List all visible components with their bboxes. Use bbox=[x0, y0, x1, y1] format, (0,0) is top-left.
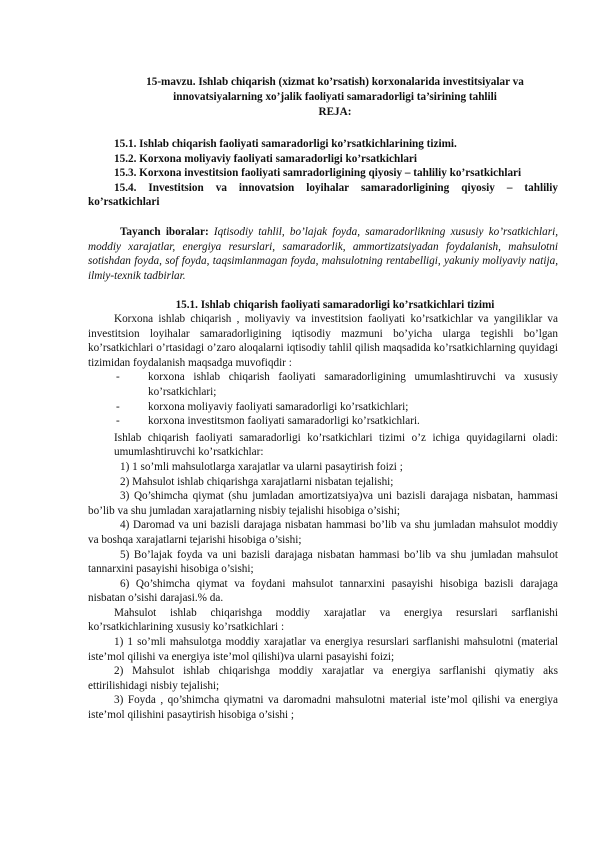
plan-heading: REJA: bbox=[318, 106, 352, 118]
plan-item: 15.2. Korxona moliyaviy faoliyati samaradorligi ko’rsatkichlari bbox=[114, 152, 417, 165]
dash-item bbox=[88, 414, 558, 429]
dash-item-text: korxona ishlab chiqarish faoliyati samaradorligining umumlashtiruvchi va xususiy ko’rsatkichlari; bbox=[148, 371, 558, 398]
dash-marker: - bbox=[116, 415, 120, 428]
plan-item: 15.4. Investitsion va innovatsion loyihalar samaradorligining qiyosiy – tahliliy ko’rsatkichlari bbox=[88, 181, 558, 209]
section-title: 15.1. Ishlab chiqarish faoliyati samaradorligi ko’rsatkichlari tizimi bbox=[175, 299, 495, 311]
section-body bbox=[88, 312, 558, 723]
general-item: 1) 1 so’mli mahsulotlarga xarajatlar va ularni pasaytirish foizi ; bbox=[120, 460, 403, 473]
intro-paragraph: Korxona ishlab chiqarish , moliyaviy va investitsion faoliyati ko’rsatkichlar va yangiliklar va investitsion loyihalar samaradorligining iqtisodiy mazmuni bo’yicha ularga tegishli bo’lgan ko’rsatkichlari o’rtasidagi o’zaro aloqalarni iqtisodiy tahlil qilish maqsadida ko’rsatkichlarning quyidagi tizimidan foydalanish maqsadga muvofiqdir : bbox=[88, 313, 558, 369]
dash-item-text: korxona investitsmon faoliyati samaradorligi ko’rsatkichlari. bbox=[148, 415, 420, 428]
keywords-text: Iqtisodiy tahlil, bo’lajak foyda, samaradorlikning xususiy ko’rsatkichlari, moddiy xarajatlar, energiya resurslari, samaradorlik, ammortizatsiyadan foydalanish, mahsulotni sotishdan foyda, sof foyda, taqsimlanmagan foyda, mahsulotning rentabelligi, yakuniy moliyaviy natija, ilmiy-texnik tadbirlar. bbox=[88, 226, 558, 282]
general-item: 6) Qo’shimcha qiymat va foydani mahsulot tannarxini pasayishi hisobiga bazisli darajaga nisbatan o’sishi darajasi.% da. bbox=[88, 577, 558, 605]
dash-item-text: korxona moliyaviy faoliyati samaradorligi ko’rsatkichlari; bbox=[148, 400, 409, 413]
material-item: 1) 1 so’mli mahsulotga moddiy xarajatlar va energiya resurslari sarflanishi mahsulotni (material iste’mol qilishi va energiya iste’mol qilishi)va ularni pasayishi foizi; bbox=[88, 636, 558, 663]
dash-item bbox=[88, 400, 558, 415]
topic-title bbox=[100, 75, 570, 104]
system-intro: Ishlab chiqarish faoliyati samaradorligi ko’rsatkichlari tizimi o’z ichiga quyidagilarni oladi: umumlashtiruvchi ko’rsatkichlar: bbox=[114, 431, 558, 459]
dash-item bbox=[88, 370, 558, 399]
topic-title-line2: innovatsiyalarning xo’jalik faoliyati samaradorligi ta’sirining tahlili bbox=[173, 90, 497, 103]
material-item: 2) Mahsulot ishlab chiqarishga moddiy xarajatlar va energiya sarflanishi qiymatiy aks ettirilishidagi nisbiy tejalishi; bbox=[88, 665, 558, 692]
general-item: 2) Mahsulot ishlab chiqarishga xarajatlarni nisbatan tejalishi; bbox=[120, 475, 394, 488]
topic-title-line1: 15-mavzu. Ishlab chiqarish (xizmat ko’rsatish) korxonalarida investitsiyalar va bbox=[146, 76, 524, 88]
general-item: 5) Bo’lajak foyda va uni bazisli darajaga nisbatan hammasi bo’lib va shu jumladan mahsulot tannarxini pasayishi hisobiga o’sishi; bbox=[88, 548, 558, 576]
keywords-paragraph bbox=[88, 225, 558, 283]
general-item: 3) Qo’shimcha qiymat (shu jumladan amortizatsiya)va uni bazisli darajaga nisbatan, hammasi bo’lib va shu jumladan xarajatlarning nisbiy tejalishi hisobiga o’sishi; bbox=[88, 490, 558, 517]
material-item: 3) Foyda , qo’shimcha qiymatni va daromadni mahsulotni material iste’mol qilishi va energiya iste’mol qilishini pasaytirish hisobiga o’sishi ; bbox=[88, 694, 558, 722]
dash-marker: - bbox=[116, 400, 120, 413]
plan-item: 15.1. Ishlab chiqarish faoliyati samaradorligi ko’rsatkichlarining tizimi. bbox=[114, 138, 457, 150]
general-item: 4) Daromad va uni bazisli darajaga nisbatan hammasi bo’lib va shu jumladan mahsulot moddiy va boshqa xarajatlarni tejarishi hisobiga o’sishi; bbox=[88, 519, 558, 546]
plan-item: 15.3. Korxona investitsion faoliyati samradorligining qiyosiy – tahliliy ko’rsatkichlari bbox=[114, 167, 522, 180]
keywords-label: Tayanch iboralar: bbox=[120, 226, 209, 238]
material-intro: Mahsulot ishlab chiqarishga moddiy xarajatlar va energiya resurslari sarflanishi ko’rsatkichlarining xususiy ko’rsatkichlari : bbox=[88, 606, 558, 634]
dash-marker: - bbox=[116, 371, 120, 384]
plan-list bbox=[88, 137, 558, 210]
